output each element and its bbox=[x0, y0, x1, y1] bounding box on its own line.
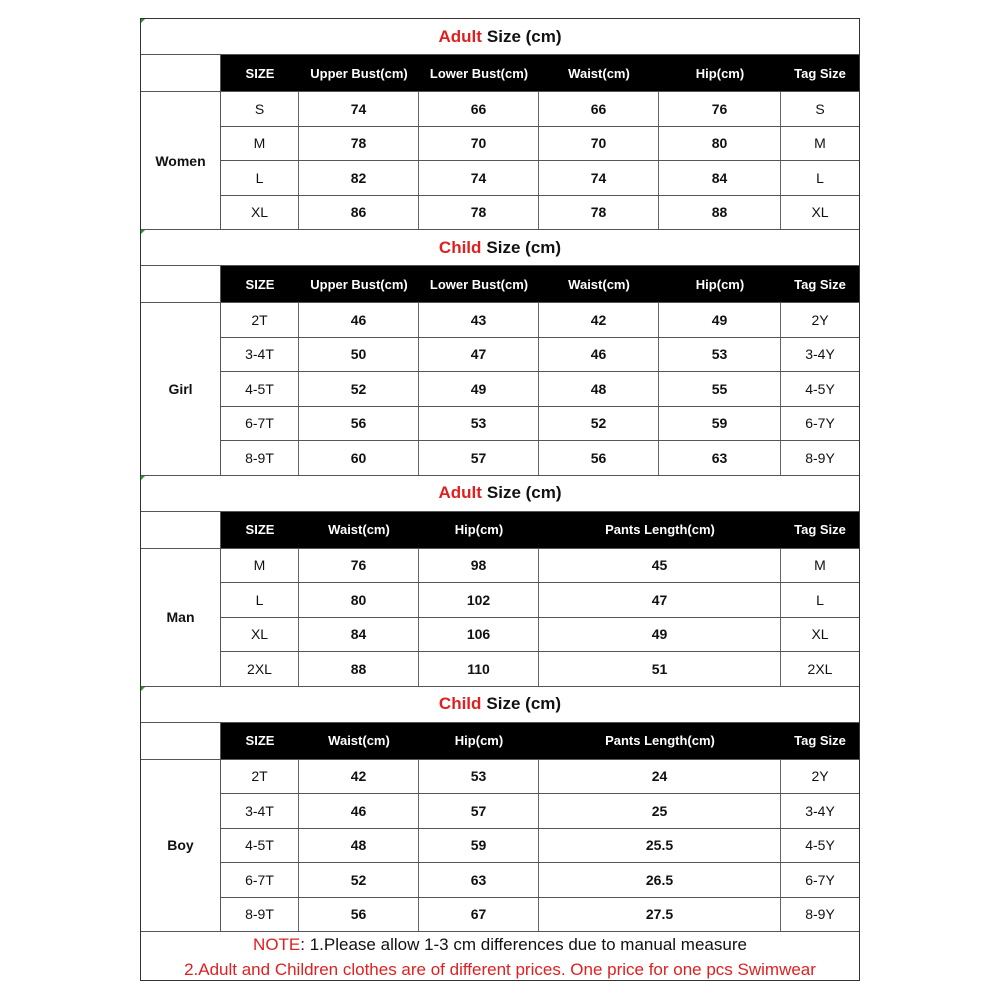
table-cell: 60 bbox=[299, 441, 419, 475]
table-cell: M bbox=[221, 127, 299, 161]
table-cell: 80 bbox=[299, 583, 419, 617]
table-cell: 82 bbox=[299, 161, 419, 195]
table-cell: 74 bbox=[299, 92, 419, 126]
table-cell: 59 bbox=[659, 407, 781, 441]
table-header bbox=[141, 266, 859, 303]
table-cell: 45 bbox=[539, 549, 781, 583]
table-cell: 2XL bbox=[807, 660, 833, 677]
table-cell: M bbox=[814, 557, 826, 574]
table-cell: 86 bbox=[299, 196, 419, 230]
table-cell: 8-9T bbox=[221, 898, 299, 932]
table-cell: 59 bbox=[419, 829, 539, 863]
table-cell: 66 bbox=[539, 92, 659, 126]
table-cell: 76 bbox=[659, 92, 781, 126]
table-cell: S bbox=[221, 92, 299, 126]
table-cell: 25.5 bbox=[539, 829, 781, 863]
table-cell: 52 bbox=[299, 863, 419, 897]
table-cell: 49 bbox=[659, 303, 781, 337]
column-header: Hip(cm) bbox=[454, 733, 504, 748]
table-cell: 106 bbox=[419, 618, 539, 652]
size-chart bbox=[140, 18, 860, 981]
table-cell: 53 bbox=[659, 338, 781, 372]
column-header: Tag Size bbox=[794, 276, 846, 292]
table-header bbox=[141, 55, 859, 92]
table-cell: 49 bbox=[419, 372, 539, 406]
table-cell: 46 bbox=[539, 338, 659, 372]
table-row bbox=[141, 303, 859, 338]
table-cell: 2XL bbox=[221, 652, 299, 686]
table-cell: 8-9Y bbox=[805, 449, 835, 466]
table-cell: 63 bbox=[659, 441, 781, 475]
group-label: Boy bbox=[141, 760, 221, 933]
table-row bbox=[141, 863, 859, 898]
table-cell: 70 bbox=[419, 127, 539, 161]
column-header: Hip(cm) bbox=[695, 65, 745, 81]
table-cell: 2T bbox=[221, 303, 299, 337]
section-title-text: Size (cm) bbox=[486, 694, 562, 713]
table-row bbox=[141, 196, 859, 231]
column-header: Hip(cm) bbox=[454, 522, 504, 537]
section-title bbox=[141, 230, 859, 266]
table-row bbox=[141, 583, 859, 618]
table-cell: 27.5 bbox=[539, 898, 781, 932]
table-cell: 78 bbox=[419, 196, 539, 230]
table-cell: 42 bbox=[299, 760, 419, 794]
column-header: SIZE bbox=[245, 65, 275, 81]
table-cell: 74 bbox=[539, 161, 659, 195]
table-cell: 48 bbox=[539, 372, 659, 406]
table-cell: 49 bbox=[539, 618, 781, 652]
table-cell: 3-4Y bbox=[805, 346, 835, 363]
table-cell: 78 bbox=[299, 127, 419, 161]
table-cell: 8-9Y bbox=[805, 906, 835, 923]
table-row bbox=[141, 441, 859, 476]
table-cell: 56 bbox=[539, 441, 659, 475]
table-cell: L bbox=[221, 161, 299, 195]
header-blank-cell bbox=[141, 266, 221, 302]
header-blank-cell bbox=[141, 512, 221, 548]
table-cell: 55 bbox=[659, 372, 781, 406]
table-row bbox=[141, 127, 859, 162]
table-cell: XL bbox=[221, 618, 299, 652]
table-cell: 47 bbox=[539, 583, 781, 617]
table-cell: 52 bbox=[299, 372, 419, 406]
note-line-1 bbox=[141, 932, 859, 957]
table-cell: 70 bbox=[539, 127, 659, 161]
column-header: Upper Bust(cm) bbox=[310, 276, 408, 292]
table-cell: XL bbox=[811, 204, 829, 221]
section-title bbox=[141, 19, 859, 55]
group-label: Man bbox=[141, 549, 221, 687]
header-blank-cell bbox=[141, 723, 221, 759]
table-header bbox=[141, 512, 859, 549]
table-row bbox=[141, 549, 859, 584]
header-blank-cell bbox=[141, 55, 221, 91]
column-header: Tag Size bbox=[794, 733, 846, 748]
table-cell: XL bbox=[221, 196, 299, 230]
table-cell: M bbox=[221, 549, 299, 583]
table-cell: 57 bbox=[419, 794, 539, 828]
column-header: Pants Length(cm) bbox=[605, 733, 715, 748]
table-header bbox=[141, 723, 859, 760]
table-cell: 25 bbox=[539, 794, 781, 828]
table-cell: 57 bbox=[419, 441, 539, 475]
table-cell: 63 bbox=[419, 863, 539, 897]
table-cell: 4-5T bbox=[221, 829, 299, 863]
table-cell: 51 bbox=[539, 652, 781, 686]
table-cell: 6-7Y bbox=[805, 871, 835, 888]
column-header: Lower Bust(cm) bbox=[429, 276, 529, 292]
table-row bbox=[141, 652, 859, 687]
table-cell: 2Y bbox=[811, 311, 829, 328]
table-row bbox=[141, 794, 859, 829]
table-cell: 6-7Y bbox=[805, 415, 835, 432]
table-cell: 2T bbox=[221, 760, 299, 794]
table-cell: 6-7T bbox=[221, 407, 299, 441]
table-cell: 78 bbox=[539, 196, 659, 230]
table-cell: 84 bbox=[659, 161, 781, 195]
table-row bbox=[141, 372, 859, 407]
table-cell: 56 bbox=[299, 898, 419, 932]
table-cell: 52 bbox=[539, 407, 659, 441]
table-row bbox=[141, 618, 859, 653]
column-header: Upper Bust(cm) bbox=[310, 65, 408, 81]
table-row bbox=[141, 898, 859, 933]
group-label: Women bbox=[141, 92, 221, 230]
column-header: Waist(cm) bbox=[568, 276, 630, 292]
column-header: SIZE bbox=[245, 733, 275, 748]
section-title-highlight: Adult bbox=[438, 483, 482, 502]
table-cell: 74 bbox=[419, 161, 539, 195]
table-cell: M bbox=[814, 135, 826, 152]
corner-mark-icon bbox=[141, 687, 145, 691]
table-cell: 3-4T bbox=[221, 338, 299, 372]
section-title-highlight: Child bbox=[438, 237, 482, 257]
group-label: Girl bbox=[141, 303, 221, 476]
table-cell: XL bbox=[811, 626, 829, 643]
note bbox=[141, 932, 859, 980]
column-header: Waist(cm) bbox=[328, 733, 390, 748]
table-cell: 4-5Y bbox=[805, 380, 835, 397]
note-line-2: 2.Adult and Children clothes are of different prices. One price for one pcs Swimwear bbox=[184, 960, 816, 979]
corner-mark-icon bbox=[141, 19, 145, 23]
table-cell: 48 bbox=[299, 829, 419, 863]
table-cell: 2Y bbox=[811, 768, 829, 785]
table-row bbox=[141, 338, 859, 373]
table-cell: 67 bbox=[419, 898, 539, 932]
section-title-highlight: Adult bbox=[438, 26, 482, 46]
table-cell: 66 bbox=[419, 92, 539, 126]
table-cell: 4-5Y bbox=[805, 837, 835, 854]
table-cell: 88 bbox=[299, 652, 419, 686]
note-text-1: : 1.Please allow 1-3 cm differences due to manual measure bbox=[300, 935, 747, 954]
table-cell: L bbox=[816, 169, 824, 186]
column-header: Hip(cm) bbox=[695, 276, 745, 292]
table-cell: 53 bbox=[419, 407, 539, 441]
table-cell: 56 bbox=[299, 407, 419, 441]
section-title-text: Size (cm) bbox=[486, 483, 562, 502]
table-cell: 26.5 bbox=[539, 863, 781, 897]
table-cell: 80 bbox=[659, 127, 781, 161]
table-cell: 3-4T bbox=[221, 794, 299, 828]
column-header: Waist(cm) bbox=[568, 65, 630, 81]
section-title-text: Size (cm) bbox=[486, 26, 562, 46]
table-row bbox=[141, 92, 859, 127]
table-cell: 42 bbox=[539, 303, 659, 337]
column-header: Tag Size bbox=[794, 522, 846, 537]
table-cell: 8-9T bbox=[221, 441, 299, 475]
table-cell: 6-7T bbox=[221, 863, 299, 897]
table-cell: 88 bbox=[659, 196, 781, 230]
column-header: SIZE bbox=[245, 276, 275, 292]
table-cell: S bbox=[815, 100, 825, 117]
table-cell: 76 bbox=[299, 549, 419, 583]
table-row bbox=[141, 829, 859, 864]
table-cell: 110 bbox=[419, 652, 539, 686]
column-header: Tag Size bbox=[794, 65, 846, 81]
corner-mark-icon bbox=[141, 476, 145, 480]
table-cell: 50 bbox=[299, 338, 419, 372]
section-title-highlight: Child bbox=[438, 694, 482, 713]
table-cell: 102 bbox=[419, 583, 539, 617]
table-cell: 24 bbox=[539, 760, 781, 794]
corner-mark-icon bbox=[141, 230, 145, 234]
section-title-text: Size (cm) bbox=[486, 237, 562, 257]
table-cell: L bbox=[816, 591, 824, 608]
table-cell: 84 bbox=[299, 618, 419, 652]
column-header: Lower Bust(cm) bbox=[429, 65, 529, 81]
table-cell: 98 bbox=[419, 549, 539, 583]
section-title bbox=[141, 476, 859, 512]
table-cell: 47 bbox=[419, 338, 539, 372]
table-cell: 43 bbox=[419, 303, 539, 337]
table-cell: L bbox=[221, 583, 299, 617]
table-cell: 46 bbox=[299, 794, 419, 828]
table-cell: 4-5T bbox=[221, 372, 299, 406]
note-label: NOTE bbox=[253, 935, 301, 954]
table-row bbox=[141, 407, 859, 442]
table-row bbox=[141, 760, 859, 795]
column-header: Waist(cm) bbox=[328, 522, 390, 537]
table-cell: 53 bbox=[419, 760, 539, 794]
table-cell: 3-4Y bbox=[805, 802, 835, 819]
column-header: SIZE bbox=[245, 522, 275, 537]
section-title bbox=[141, 687, 859, 723]
table-row bbox=[141, 161, 859, 196]
table-cell: 46 bbox=[299, 303, 419, 337]
column-header: Pants Length(cm) bbox=[605, 522, 715, 537]
